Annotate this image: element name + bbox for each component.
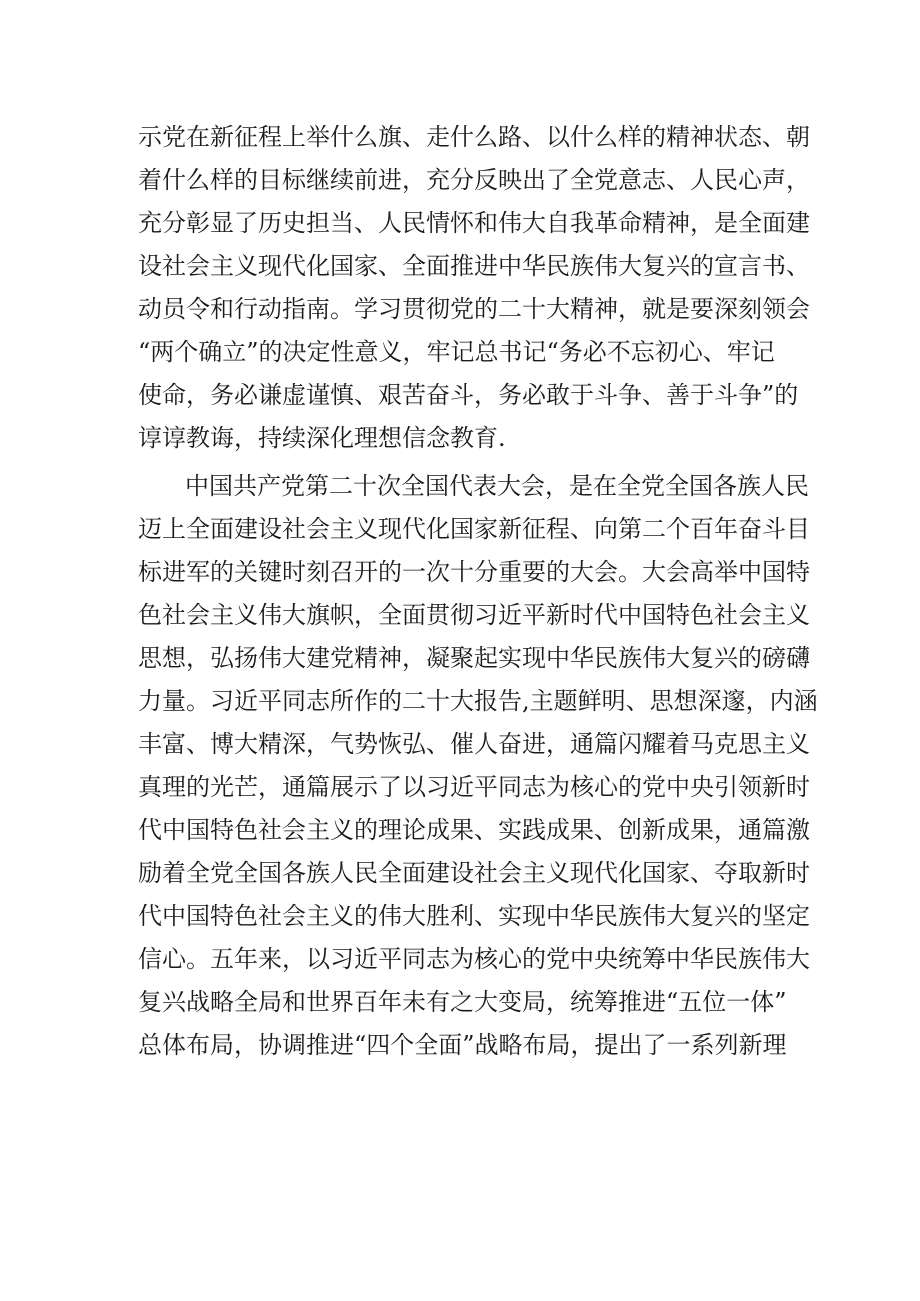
text-line: 总体布局，协调推进“四个全面”战略布局，提出了一系列新理: [138, 1031, 787, 1059]
text-line: 力量。习近平同志所作的二十大报告,主题鲜明、思想深邃，内涵: [138, 687, 818, 715]
text-line: 色社会主义伟大旗帜，全面贯彻习近平新时代中国特色社会主义: [138, 601, 810, 629]
text-line: 充分彰显了历史担当、人民情怀和伟大自我革命精神，是全面建: [138, 209, 810, 237]
text-line: 设社会主义现代化国家、全面推进中华民族伟大复兴的宣言书、: [138, 252, 810, 280]
text-line: “两个确立”的决定性意义，牢记总书记“务必不忘初心、牢记: [138, 338, 775, 366]
text-line: 示党在新征程上举什么旗、走什么路、以什么样的精神状态、朝: [138, 123, 810, 151]
text-line: 代中国特色社会主义的理论成果、实践成果、创新成果，通篇激: [138, 816, 810, 844]
text-line: 标进军的关键时刻召开的一次十分重要的大会。大会高举中国特: [138, 558, 810, 586]
text-line: 着什么样的目标继续前进，充分反映出了全党意志、人民心声，: [138, 166, 810, 194]
text-line-indented: 中国共产党第二十次全国代表大会，是在全党全国各族人民: [185, 472, 809, 500]
text-line: 谆谆教诲，持续深化理想信念教育.: [138, 424, 506, 452]
document-body: [138, 116, 818, 1067]
paragraph: [138, 116, 810, 460]
text-line: 信心。五年来，以习近平同志为核心的党中央统筹中华民族伟大: [138, 945, 810, 973]
paragraph: [138, 465, 818, 1067]
text-line: 迈上全面建设社会主义现代化国家新征程、向第二个百年奋斗目: [138, 515, 810, 543]
text-line: 励着全党全国各族人民全面建设社会主义现代化国家、夺取新时: [138, 859, 810, 887]
text-line: 使命，务必谦虚谨慎、艰苦奋斗，务必敢于斗争、善于斗争”的: [138, 381, 799, 409]
text-line: 动员令和行动指南。学习贯彻党的二十大精神，就是要深刻领会: [138, 295, 810, 323]
text-line: 复兴战略全局和世界百年未有之大变局，统筹推进“五位一体”: [138, 988, 787, 1016]
text-line: 思想，弘扬伟大建党精神，凝聚起实现中华民族伟大复兴的磅礴: [138, 644, 810, 672]
text-line: 丰富、博大精深，气势恢弘、催人奋进，通篇闪耀着马克思主义: [138, 730, 810, 758]
text-line: 代中国特色社会主义的伟大胜利、实现中华民族伟大复兴的坚定: [138, 902, 810, 930]
text-line: 真理的光芒，通篇展示了以习近平同志为核心的党中央引领新时: [138, 773, 810, 801]
